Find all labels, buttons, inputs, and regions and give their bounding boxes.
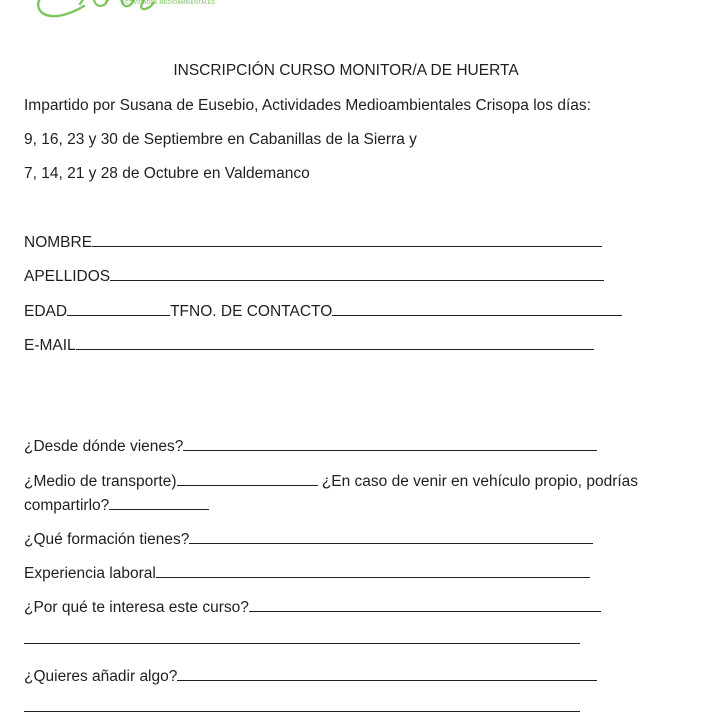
- apellidos-row: [24, 267, 604, 286]
- formacion-row: [24, 530, 593, 549]
- telefono-label: TFNO. DE CONTACTO: [170, 303, 333, 320]
- intro-line-3: 7, 14, 21 y 28 de Octubre en Valdemanco: [24, 165, 310, 182]
- edad-label: EDAD: [24, 303, 68, 320]
- transporte-field[interactable]: [177, 472, 318, 486]
- edad-field[interactable]: [67, 302, 170, 316]
- anadir-field[interactable]: [177, 667, 597, 681]
- telefono-field[interactable]: [332, 302, 622, 316]
- formacion-field[interactable]: [189, 530, 593, 544]
- transporte-row: [24, 472, 638, 491]
- email-row: [24, 336, 594, 355]
- anadir-label: ¿Quieres añadir algo?: [24, 668, 178, 685]
- compartir-field[interactable]: [109, 496, 209, 510]
- nombre-label: NOMBRE: [24, 234, 93, 251]
- desde-donde-field[interactable]: [183, 437, 597, 451]
- experiencia-row: [24, 564, 590, 583]
- apellidos-field[interactable]: [110, 267, 604, 281]
- form-title: INSCRIPCIÓN CURSO MONITOR/A DE HUERTA: [173, 62, 519, 79]
- desde-donde-label: ¿Desde dónde vienes?: [24, 438, 184, 455]
- por-que-label: ¿Por qué te interesa este curso?: [24, 599, 249, 616]
- email-label: E-MAIL: [24, 337, 76, 354]
- por-que-row: [24, 598, 601, 617]
- compartir-label: compartirlo?: [24, 497, 110, 514]
- nombre-row: [24, 233, 602, 252]
- por-que-extra-line[interactable]: [24, 643, 580, 644]
- compartir-row: [24, 496, 209, 515]
- vehiculo-propio-label: ¿En caso de venir en vehículo propio, podrías: [321, 473, 639, 490]
- anadir-row: [24, 667, 597, 686]
- apellidos-label: APELLIDOS: [24, 268, 111, 285]
- nombre-field[interactable]: [92, 233, 602, 247]
- experiencia-label: Experiencia laboral: [24, 565, 156, 582]
- anadir-extra-line[interactable]: [24, 711, 580, 712]
- intro-line-1: Impartido por Susana de Eusebio, Actividades Medioambientales Crisopa los días:: [24, 97, 591, 114]
- edad-telefono-row: [24, 302, 622, 321]
- formacion-label: ¿Qué formación tienes?: [24, 531, 190, 548]
- por-que-field[interactable]: [249, 598, 601, 612]
- intro-line-2: 9, 16, 23 y 30 de Septiembre en Cabanillas de la Sierra y: [24, 131, 417, 148]
- desde-donde-row: [24, 437, 597, 456]
- email-field[interactable]: [76, 336, 594, 350]
- logo-subtitle: ACTIVIDADES MEDIOAMBIENTALES: [121, 0, 216, 6]
- transporte-label: ¿Medio de transporte): [24, 473, 177, 490]
- experiencia-field[interactable]: [156, 564, 590, 578]
